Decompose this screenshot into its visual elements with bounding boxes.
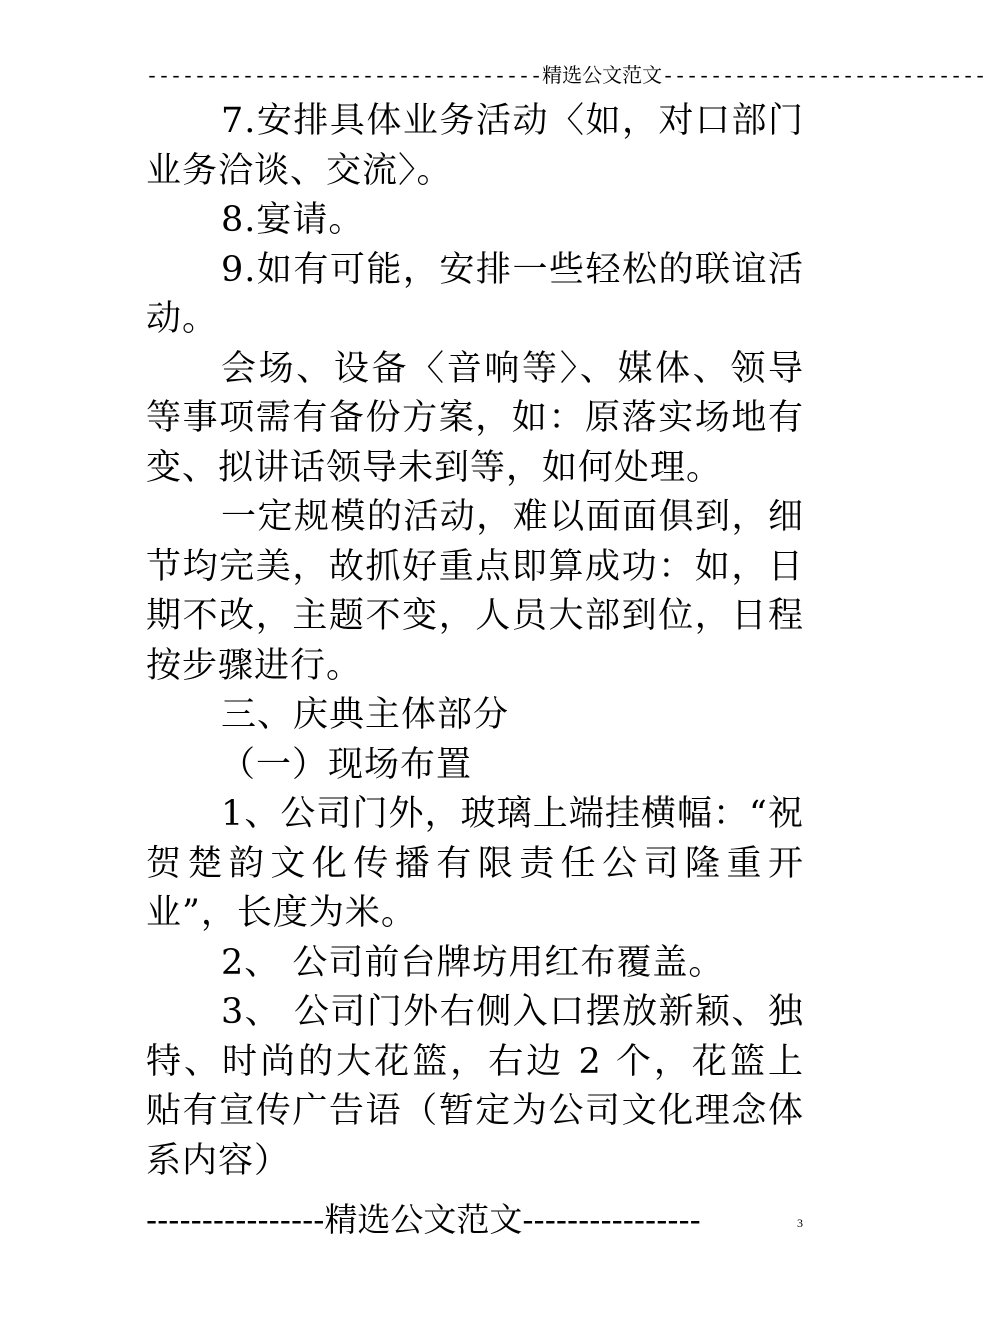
paragraph-focus-points: 一定规模的活动，难以面面俱到，细节均完美，故抓好重点即算成功：如，日期不改，主题不变，人员大部到位，日程按步骤进行。 (146, 497, 804, 686)
section-heading: 三、庆典主体部分 (221, 695, 510, 735)
paragraph-item-7: 7.安排具体业务活动〈如，对口部门业务洽谈、交流〉。 (146, 101, 804, 191)
page-footer: ----------------精选公文范文---------------- (146, 1200, 701, 1239)
document-body (146, 97, 804, 1186)
subsection-heading: （一）现场布置 (220, 744, 473, 785)
paragraph-item-8: 8.宴请。 (221, 200, 365, 240)
page-number: 3 (797, 1216, 803, 1230)
list-item-1: 1、公司门外，玻璃上端挂横幅：“祝贺楚韵文化传播有限责任公司隆重开业”，长度为米。 (146, 794, 804, 933)
paragraph-item-9: 9.如有可能，安排一些轻松的联谊活动。 (146, 249, 804, 339)
list-item-3: 3、 公司门外右侧入口摆放新颖、独特、时尚的大花篮，右边 2 个，花篮上贴有宣传广告语（暂定为公司文化理念体系内容） (146, 992, 804, 1181)
page-header: ---------------------------------精选公文范文--------------------------- (146, 66, 986, 89)
list-item-2: 2、 公司前台牌坊用红布覆盖。 (221, 942, 725, 983)
paragraph-backup-plan: 会场、设备〈音响等〉、媒体、领导等事项需有备份方案，如：原落实场地有变、拟讲话领导未到等，如何处理。 (146, 348, 804, 488)
